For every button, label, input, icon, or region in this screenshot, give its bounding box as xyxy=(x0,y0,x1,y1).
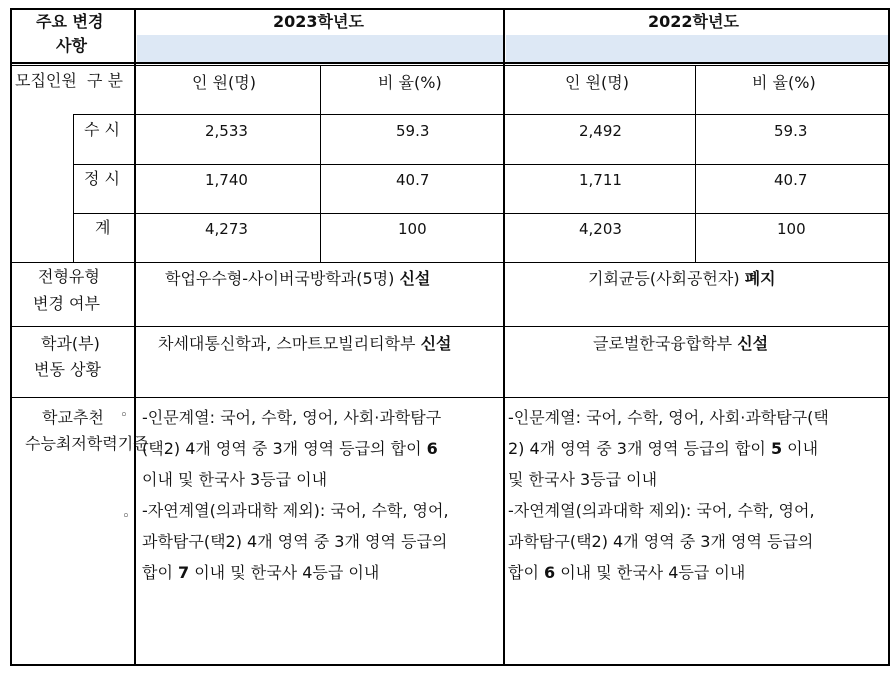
row-line-2 xyxy=(73,164,890,165)
table-border-bottom xyxy=(10,664,890,666)
csat-2023-grade-sum-science: 7 xyxy=(178,563,190,582)
type-change-2022 xyxy=(588,271,776,287)
count-header-2023: 인 원(명) xyxy=(192,73,256,92)
row-line-4 xyxy=(10,262,890,263)
quota-label-total: 계 xyxy=(95,218,111,237)
csat-2022-line6-text-a: 합이 xyxy=(508,563,544,582)
type-change-2023-text: 학업우수형-사이버국방학과(5명) xyxy=(165,269,400,288)
row-line-6 xyxy=(10,397,890,398)
csat-2023-text xyxy=(142,402,449,588)
dept-change-2023 xyxy=(158,336,451,352)
type-change-label-line2: 변경 여부 xyxy=(33,294,100,313)
csat-2022-line2-text-c: 이내 xyxy=(782,439,819,458)
ratio-2023-susi: 59.3 xyxy=(396,122,430,140)
csat-2022-line6 xyxy=(508,557,829,588)
header-category-line2: 사항 xyxy=(56,36,87,55)
csat-2023-line6 xyxy=(142,557,449,588)
csat-2022-grade-sum-science: 6 xyxy=(544,563,556,582)
count-header-2022: 인 원(명) xyxy=(565,73,629,92)
dept-change-label-line1: 학과(부) xyxy=(41,334,100,353)
count-2023-susi: 2,533 xyxy=(205,122,248,140)
col-divider-year xyxy=(503,8,505,666)
header-bottom-line-2 xyxy=(10,65,890,66)
csat-label-line2: 수능최저학력기준 xyxy=(25,434,149,453)
table-border-left xyxy=(10,8,12,666)
header-shade-2023 xyxy=(137,35,504,62)
ratio-header-2023: 비 율(%) xyxy=(378,73,442,92)
dept-change-2022-text: 글로벌한국융합학부 xyxy=(593,334,738,353)
dept-change-2023-text: 차세대통신학과, 스마트모빌리티학부 xyxy=(158,334,421,353)
row-line-1 xyxy=(73,114,890,115)
csat-2022-line2 xyxy=(508,433,829,464)
col-divider-label xyxy=(134,8,136,666)
header-2023: 2023학년도 xyxy=(273,12,364,31)
type-change-2022-status: 폐지 xyxy=(744,269,776,288)
header-category-line1: 주요 변경 xyxy=(36,12,104,31)
csat-2023-line5: 과학탐구(택2) 4개 영역 중 3개 영역 등급의 xyxy=(142,532,448,551)
csat-2023-line4: -자연계열(의과대학 제외): 국어, 수학, 영어, xyxy=(142,501,449,520)
count-2022-jeongsi: 1,711 xyxy=(579,171,622,189)
header-shade-2022 xyxy=(506,35,888,62)
csat-2022-line3: 및 한국사 3등급 이내 xyxy=(508,470,658,489)
type-change-2023-status: 신설 xyxy=(399,269,431,288)
count-2022-total: 4,203 xyxy=(579,220,622,238)
quota-sub-header: 구 분 xyxy=(87,71,123,90)
ratio-2023-total: 100 xyxy=(398,220,427,238)
ratio-2022-jeongsi: 40.7 xyxy=(774,171,808,189)
csat-2023-line6-text-c: 이내 및 한국사 4등급 이내 xyxy=(189,563,380,582)
csat-2023-line6-text-a: 합이 xyxy=(142,563,178,582)
count-2023-total: 4,273 xyxy=(205,220,248,238)
quota-row-label: 모집인원 xyxy=(15,71,77,90)
quota-label-jeongsi: 정 시 xyxy=(84,169,120,188)
type-change-2023 xyxy=(165,271,430,287)
table-border-top xyxy=(10,8,890,10)
dept-change-2022 xyxy=(593,336,768,352)
row-line-3 xyxy=(73,213,890,214)
csat-2023-line2 xyxy=(142,433,449,464)
header-bottom-line xyxy=(10,62,890,64)
quota-label-susi: 수 시 xyxy=(84,120,120,139)
bullet-2: ◦ xyxy=(122,509,130,524)
ratio-2022-total: 100 xyxy=(777,220,806,238)
csat-2022-text xyxy=(508,402,829,588)
row-line-5 xyxy=(10,326,890,327)
csat-2023-line2-text: (택2) 4개 영역 중 3개 영역 등급의 합이 xyxy=(142,439,427,458)
bullet-1: ◦ xyxy=(120,408,128,423)
dept-change-2022-status: 신설 xyxy=(737,334,769,353)
csat-2022-line1: -인문계열: 국어, 수학, 영어, 사회·과학탐구(택 xyxy=(508,408,829,427)
header-2022: 2022학년도 xyxy=(648,12,739,31)
count-2022-susi: 2,492 xyxy=(579,122,622,140)
type-change-label-line1: 전형유형 xyxy=(38,267,100,286)
csat-2022-line4: -자연계열(의과대학 제외): 국어, 수학, 영어, xyxy=(508,501,815,520)
csat-2023-grade-sum-humanities: 6 xyxy=(426,439,438,458)
ratio-2022-susi: 59.3 xyxy=(774,122,808,140)
csat-label-line1: 학교추천 xyxy=(42,408,104,427)
table-border-right xyxy=(888,8,890,666)
csat-2022-grade-sum-humanities: 5 xyxy=(770,439,783,458)
count-2023-jeongsi: 1,740 xyxy=(205,171,248,189)
dept-change-2023-status: 신설 xyxy=(420,334,452,353)
csat-2023-line3: 이내 및 한국사 3등급 이내 xyxy=(142,470,328,489)
col-divider-subrow xyxy=(73,114,74,262)
ratio-header-2022: 비 율(%) xyxy=(752,73,816,92)
csat-2023-line1: -인문계열: 국어, 수학, 영어, 사회·과학탐구 xyxy=(142,408,442,427)
ratio-2023-jeongsi: 40.7 xyxy=(396,171,430,189)
type-change-2022-text: 기회균등(사회공헌자) xyxy=(588,269,745,288)
csat-2022-line5: 과학탐구(택2) 4개 영역 중 3개 영역 등급의 xyxy=(508,532,814,551)
csat-2022-line6-text-c: 이내 및 한국사 4등급 이내 xyxy=(555,563,746,582)
csat-2022-line2-text-a: 2) 4개 영역 중 3개 영역 등급의 합이 xyxy=(508,439,771,458)
dept-change-label-line2: 변동 상황 xyxy=(34,360,101,379)
